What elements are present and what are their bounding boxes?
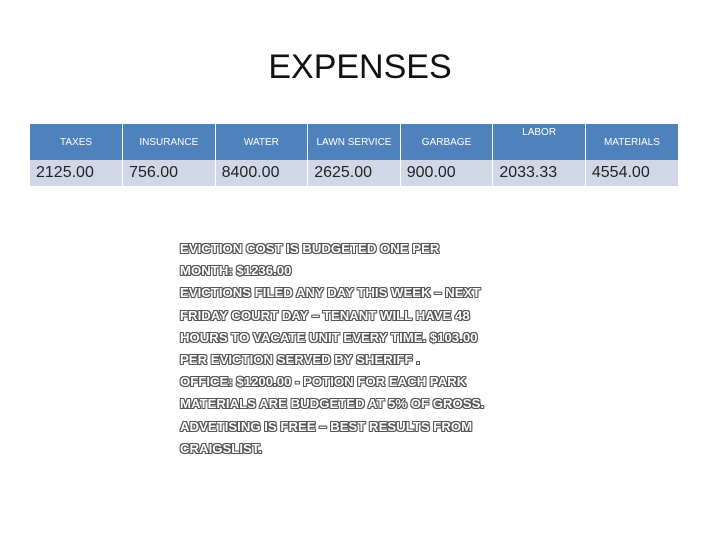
note-line: PER EVICTION SERVED BY SHERIFF . xyxy=(180,352,420,368)
value-labor: 2033.33 xyxy=(493,160,586,186)
note-line: OFFICE: $1200.00 - POTION FOR EACH PARK xyxy=(180,374,467,390)
note-line: MONTH: $1236.00 xyxy=(180,263,292,279)
header-labor: LABOR xyxy=(493,124,586,160)
value-taxes: 2125.00 xyxy=(30,160,123,186)
page-title: EXPENSES xyxy=(268,48,452,86)
header-taxes: TAXES xyxy=(30,124,123,160)
notes-text-block xyxy=(180,238,560,460)
table-header-row xyxy=(30,124,678,160)
header-materials: MATERIALS xyxy=(585,124,678,160)
header-garbage: GARBAGE xyxy=(400,124,493,160)
value-lawn-service: 2625.00 xyxy=(308,160,401,186)
note-line: MATERIALS ARE BUDGETED AT 5% OF GROSS. xyxy=(180,396,485,412)
note-line: ADVETISING IS FREE – BEST RESULTS FROM xyxy=(180,418,473,434)
value-materials: 4554.00 xyxy=(585,160,678,186)
table-row xyxy=(30,160,678,186)
header-water: WATER xyxy=(215,124,308,160)
note-line: EVICTION COST IS BUDGETED ONE PER xyxy=(180,241,440,256)
note-line: CRAIGSLIST. xyxy=(180,440,263,456)
note-line: EVICTIONS FILED ANY DAY THIS WEEK – NEXT xyxy=(180,285,481,301)
header-insurance: INSURANCE xyxy=(123,124,216,160)
value-garbage: 900.00 xyxy=(400,160,493,186)
expenses-table xyxy=(30,124,678,186)
note-line: HOURS TO VACATE UNIT EVERY TIME. $103.00 xyxy=(180,329,478,345)
header-lawn-service: LAWN SERVICE xyxy=(308,124,401,160)
value-insurance: 756.00 xyxy=(123,160,216,186)
value-water: 8400.00 xyxy=(215,160,308,186)
note-line: FRIDAY COURT DAY – TENANT WILL HAVE 48 xyxy=(180,307,470,323)
